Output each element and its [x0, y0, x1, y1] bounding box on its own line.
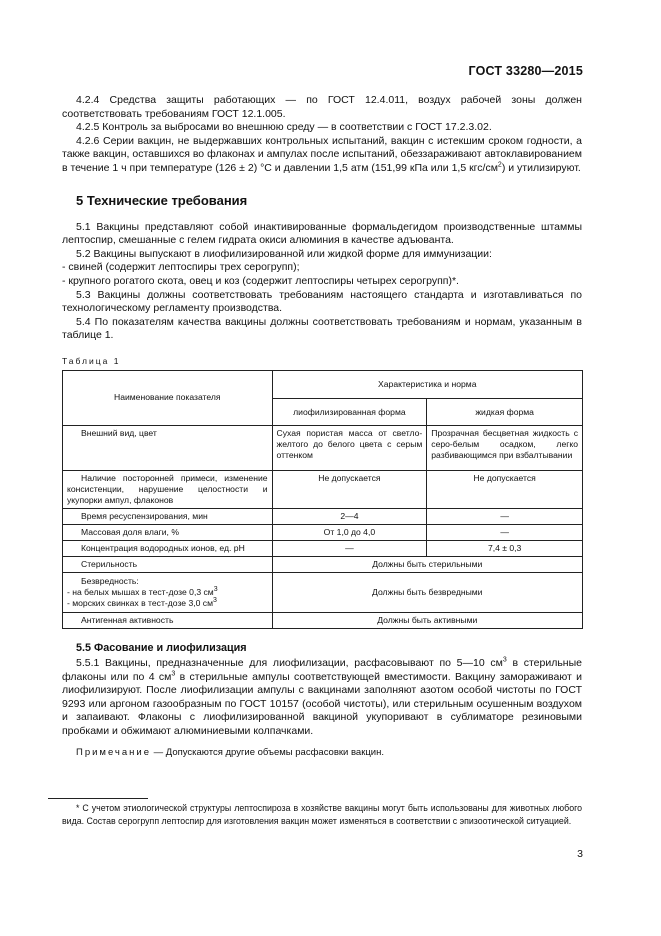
- page-content: [62, 94, 582, 758]
- row-merged-value: Должны быть активными: [272, 612, 582, 628]
- table-row: [63, 540, 583, 556]
- row-name: Наличие посторонней примеси, изменение консистенции, нарушение целостности и укупорки ампул, флаконов: [63, 470, 273, 508]
- row-lyo-value: Не допускается: [272, 470, 427, 508]
- table-row: [63, 572, 583, 612]
- requirements-table: [62, 370, 583, 629]
- table-row: [63, 508, 583, 524]
- row-liq-value: —: [427, 524, 583, 540]
- row-name: Концентрация водородных ионов, ед. рН: [63, 540, 273, 556]
- section-5-5-title: 5.5 Фасование и лиофилизация: [76, 641, 247, 654]
- note-text: — Допускаются другие объемы расфасовки вакцин.: [151, 747, 384, 759]
- table-row: [63, 470, 583, 508]
- row-liq-value: Прозрачная бесцветная жидкость с серо-белым осадком, легко разбивающимся при взбалтывании: [427, 425, 583, 470]
- row-liq-value: 7,4 ± 0,3: [427, 540, 583, 556]
- paragraph-5-4: 5.4 По показателям качества вакцины должны соответствовать требованиям и нормам, указанным в таблице 1.: [62, 315, 582, 342]
- table-caption: Таблица 1: [62, 355, 121, 366]
- row-name: Внешний вид, цвет: [63, 425, 273, 470]
- page-number: 3: [577, 848, 583, 860]
- row-lyo-value: Сухая пористая масса от светло-желтого до белого цвета с серым оттенком: [272, 425, 427, 470]
- row-name: Время ресуспензирования, мин: [63, 508, 273, 524]
- row-name: [63, 572, 273, 612]
- safety-heading: Безвредность:: [81, 575, 139, 586]
- row-name: Стерильность: [63, 556, 273, 572]
- row-liq-value: Не допускается: [427, 470, 583, 508]
- table-row: [63, 556, 583, 572]
- note-label: Примечание: [76, 747, 151, 759]
- note: [62, 747, 582, 758]
- row-liq-value: —: [427, 508, 583, 524]
- header-indicator: Наименование показателя: [63, 370, 273, 425]
- superscript: 2: [497, 161, 502, 169]
- paragraph-5-1: 5.1 Вакцины представляют собой инактивированные формальдегидом производственные штаммы лептоспир, смешанные с гелем гидрата окиси алюминия в качестве адъюванта.: [62, 220, 582, 247]
- table-row: [63, 612, 583, 628]
- safety-mice: - на белых мышах в тест-дозе 0,3 $см^3$: [67, 586, 218, 597]
- row-merged-value: Должны быть безвредными: [272, 572, 582, 612]
- row-name: Массовая доля влаги, %: [63, 524, 273, 540]
- header-liquid: жидкая форма: [427, 399, 583, 425]
- list-item-cattle: - крупного рогатого скота, овец и коз (содержит лептоспиры четырех серогрупп)*.: [62, 274, 459, 287]
- safety-guinea-pigs: - морских свинках в тест-дозе 3,0 $см^3$: [67, 597, 217, 608]
- row-name: Антигенная активность: [63, 612, 273, 628]
- paragraph-4-2-6-text: 4.2.6 Серии вакцин, не выдержавших контрольных испытаний, вакцин с истекшим сроком годности, а также вакцин, оставшихся во флаконах и ампулах после испытаний, обеззараживают автоклавированием в течение 1 ч при температуре (126 ± 2) °С и давлении 1,5 атм (151,99 кПа или 1,5 кгс/см: [62, 134, 582, 174]
- table-row: [63, 524, 583, 540]
- table-header-row: [63, 370, 583, 399]
- row-merged-value: Должны быть стерильными: [272, 556, 582, 572]
- table-row: [63, 425, 583, 470]
- paragraph-4-2-6: [62, 135, 582, 176]
- paragraph-4-2-4: 4.2.4 Средства защиты работающих — по ГОСТ 12.4.011, воздух рабочей зоны должен соответствовать требованиям ГОСТ 12.1.005.: [62, 94, 582, 120]
- paragraph-4-2-6-tail: ) и утилизируют.: [501, 161, 581, 174]
- footnote: * С учетом этиологической структуры лептоспироза в хозяйстве вакцины могут быть использованы для животных любого вида. Состав серогрупп лептоспир для изготовления вакцин может изменяться в соответствии с эпизоотической ситуацией.: [62, 803, 582, 826]
- row-lyo-value: 2—4: [272, 508, 427, 524]
- row-lyo-value: —: [272, 540, 427, 556]
- paragraph-5-3: 5.3 Вакцины должны соответствовать требованиям настоящего стандарта и изготавливаться по технологическому регламенту производства.: [62, 288, 582, 315]
- paragraph-5-5-1: 5.5.1 Вакцины, предназначенные для лиофилизации, расфасовывают по 5—10 $см^3$ в стерильные флаконы или по 4 $см^3$ в стерильные ампулы соответствующей вместимости. Вакцину замораживают и лиофилизируют. После лиофилизации ампулы с вакцинами заполняют азотом особой чистоты по ГОСТ 9293 или аргоном газообразным по ГОСТ 10157 (особой чистоты), или стерильным осушенным воздухом и запаивают. Флаконы с лиофилизированной вакциной укупоривают в сублиматоре резиновыми пробками и обжимают алюминиевыми колпачками.: [62, 656, 582, 737]
- header-lyophilized: лиофилизированная форма: [272, 399, 427, 425]
- section-5-title: 5 Технические требования: [76, 192, 248, 208]
- footnote-divider: [48, 798, 148, 799]
- document-header: ГОСТ 33280—2015: [468, 64, 583, 78]
- paragraph-5-2: 5.2 Вакцины выпускают в лиофилизированной или жидкой форме для иммунизации:: [76, 247, 492, 260]
- header-characteristic: Характеристика и норма: [272, 370, 582, 399]
- paragraph-4-2-5: 4.2.5 Контроль за выбросами во внешнюю среду — в соответствии с ГОСТ 17.2.3.02.: [76, 121, 492, 134]
- list-item-pigs: - свиней (содержит лептоспиры трех серогрупп);: [62, 261, 300, 274]
- row-lyo-value: От 1,0 до 4,0: [272, 524, 427, 540]
